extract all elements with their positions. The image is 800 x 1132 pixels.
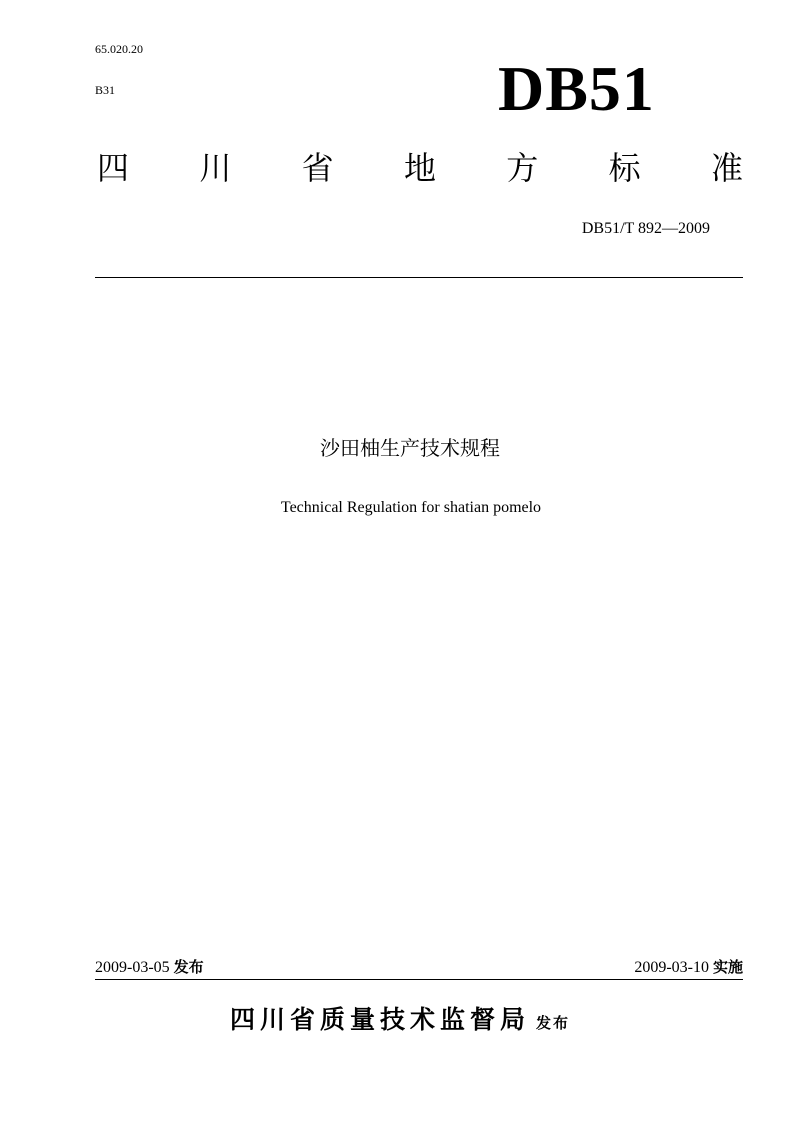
category-char: 四 (96, 149, 129, 187)
issue-label: 发布 (173, 958, 204, 976)
footer-divider (95, 979, 743, 980)
category-char: 方 (506, 149, 539, 187)
document-title-chinese: 沙田柚生产技术规程 (320, 436, 500, 460)
issue-date: 2009-03-05 (95, 959, 170, 976)
issuer-action: 发布 (536, 1014, 571, 1032)
issue-date-line (95, 956, 204, 979)
standard-logo: DB51 (498, 53, 655, 124)
category-char: 准 (710, 149, 743, 187)
standard-number: DB51/T 892—2009 (581, 220, 710, 237)
standard-category (95, 146, 745, 190)
issuer-line (0, 1002, 800, 1041)
ics-code: 65.020.20 (95, 42, 143, 56)
category-char: 地 (403, 149, 436, 187)
category-char: 省 (301, 149, 334, 187)
document-title-english: Technical Regulation for shatian pomelo (280, 499, 542, 516)
implement-date: 2009-03-10 (634, 959, 709, 976)
category-char: 川 (199, 149, 232, 187)
issuer-name: 四川省质量技术监督局 (229, 1005, 530, 1034)
header-divider (95, 277, 743, 278)
implement-label: 实施 (712, 958, 743, 976)
category-char: 标 (608, 149, 641, 187)
ccs-code: B31 (95, 83, 116, 97)
implement-date-line (634, 956, 743, 979)
